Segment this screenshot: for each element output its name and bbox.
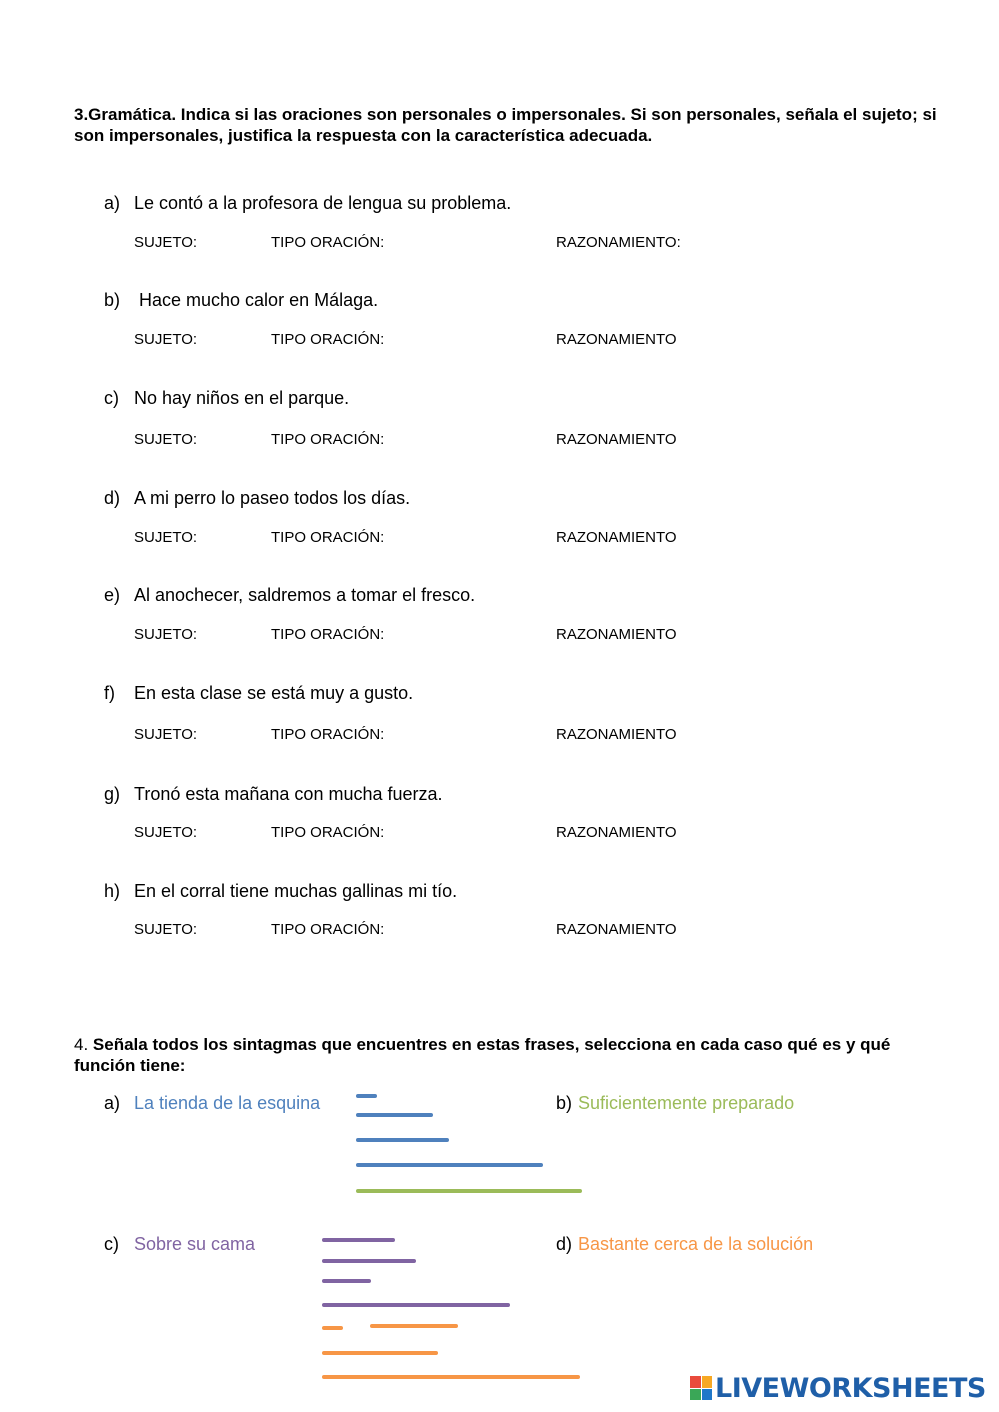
q4-item-a-letter: a)	[104, 1093, 121, 1113]
q3-heading: 3.Gramática. Indica si las oraciones son personales o impersonales. Si son personales, señala el sujeto; si son impersonales, justifica la respuesta con la característica adecuada.	[74, 105, 937, 145]
item-letter: h)	[104, 881, 121, 901]
answer-line[interactable]	[370, 1324, 458, 1328]
q4-item-c-letter: c)	[104, 1234, 119, 1254]
q4-number: 4.	[74, 1035, 89, 1054]
answer-line[interactable]	[356, 1113, 433, 1117]
q4-heading	[74, 1034, 944, 1076]
q4-item-b-letter: b)	[556, 1093, 573, 1113]
answer-line[interactable]	[322, 1303, 510, 1307]
type-label: TIPO ORACIÓN:	[271, 726, 385, 743]
answer-line[interactable]	[322, 1375, 580, 1379]
logo-text: LIVEWORKSHEETS	[715, 1372, 986, 1404]
subject-label: SUJETO:	[134, 529, 198, 546]
type-label: TIPO ORACIÓN:	[271, 626, 385, 643]
subject-label: SUJETO:	[134, 234, 198, 251]
item-sentence: Hace mucho calor en Málaga.	[134, 290, 379, 310]
type-label: TIPO ORACIÓN:	[271, 431, 385, 448]
q4-item-b-phrase: Suficientemente preparado	[578, 1093, 795, 1113]
answer-line[interactable]	[356, 1189, 582, 1193]
answer-line[interactable]	[322, 1259, 416, 1263]
item-sentence: No hay niños en el parque.	[134, 388, 350, 408]
q4-heading-text: Señala todos los sintagmas que encuentres en estas frases, selecciona en cada caso qué es y qué función tiene:	[74, 1035, 891, 1075]
answer-line[interactable]	[322, 1326, 343, 1330]
reason-label: RAZONAMIENTO	[556, 331, 677, 348]
answer-line[interactable]	[322, 1279, 371, 1283]
reason-label: RAZONAMIENTO	[556, 529, 677, 546]
answer-line[interactable]	[322, 1351, 438, 1355]
reason-label: RAZONAMIENTO	[556, 431, 677, 448]
item-sentence: En esta clase se está muy a gusto.	[134, 683, 414, 703]
q4-item-d-letter: d)	[556, 1234, 573, 1254]
answer-line[interactable]	[356, 1138, 449, 1142]
type-label: TIPO ORACIÓN:	[271, 529, 385, 546]
answer-line[interactable]	[356, 1094, 377, 1098]
q4-item-c-phrase: Sobre su cama	[134, 1234, 256, 1254]
liveworksheets-logo-icon	[690, 1376, 712, 1400]
reason-label: RAZONAMIENTO	[556, 726, 677, 743]
reason-label: RAZONAMIENTO	[556, 626, 677, 643]
item-letter: g)	[104, 784, 121, 804]
liveworksheets-logo	[690, 1372, 986, 1404]
item-letter: d)	[104, 488, 121, 508]
item-letter: a)	[104, 193, 121, 213]
item-sentence: Al anochecer, saldremos a tomar el fresco.	[134, 585, 476, 605]
type-label: TIPO ORACIÓN:	[271, 824, 385, 841]
type-label: TIPO ORACIÓN:	[271, 921, 385, 938]
subject-label: SUJETO:	[134, 431, 198, 448]
q4-item-d-phrase: Bastante cerca de la solución	[578, 1234, 814, 1254]
reason-label: RAZONAMIENTO	[556, 921, 677, 938]
item-sentence: En el corral tiene muchas gallinas mi tío.	[134, 881, 458, 901]
item-sentence: Tronó esta mañana con mucha fuerza.	[134, 784, 443, 804]
answer-line[interactable]	[356, 1163, 543, 1167]
item-letter: f)	[104, 683, 115, 703]
reason-label: RAZONAMIENTO:	[556, 234, 681, 251]
answer-line[interactable]	[322, 1238, 395, 1242]
q4-item-a-phrase: La tienda de la esquina	[134, 1093, 321, 1113]
subject-label: SUJETO:	[134, 726, 198, 743]
subject-label: SUJETO:	[134, 626, 198, 643]
reason-label: RAZONAMIENTO	[556, 824, 677, 841]
subject-label: SUJETO:	[134, 921, 198, 938]
subject-label: SUJETO:	[134, 824, 198, 841]
item-letter: b)	[104, 290, 121, 310]
item-sentence: A mi perro lo paseo todos los días.	[134, 488, 411, 508]
type-label: TIPO ORACIÓN:	[271, 331, 385, 348]
subject-label: SUJETO:	[134, 331, 198, 348]
type-label: TIPO ORACIÓN:	[271, 234, 385, 251]
item-sentence: Le contó a la profesora de lengua su problema.	[134, 193, 512, 213]
item-letter: c)	[104, 388, 119, 408]
item-letter: e)	[104, 585, 121, 605]
